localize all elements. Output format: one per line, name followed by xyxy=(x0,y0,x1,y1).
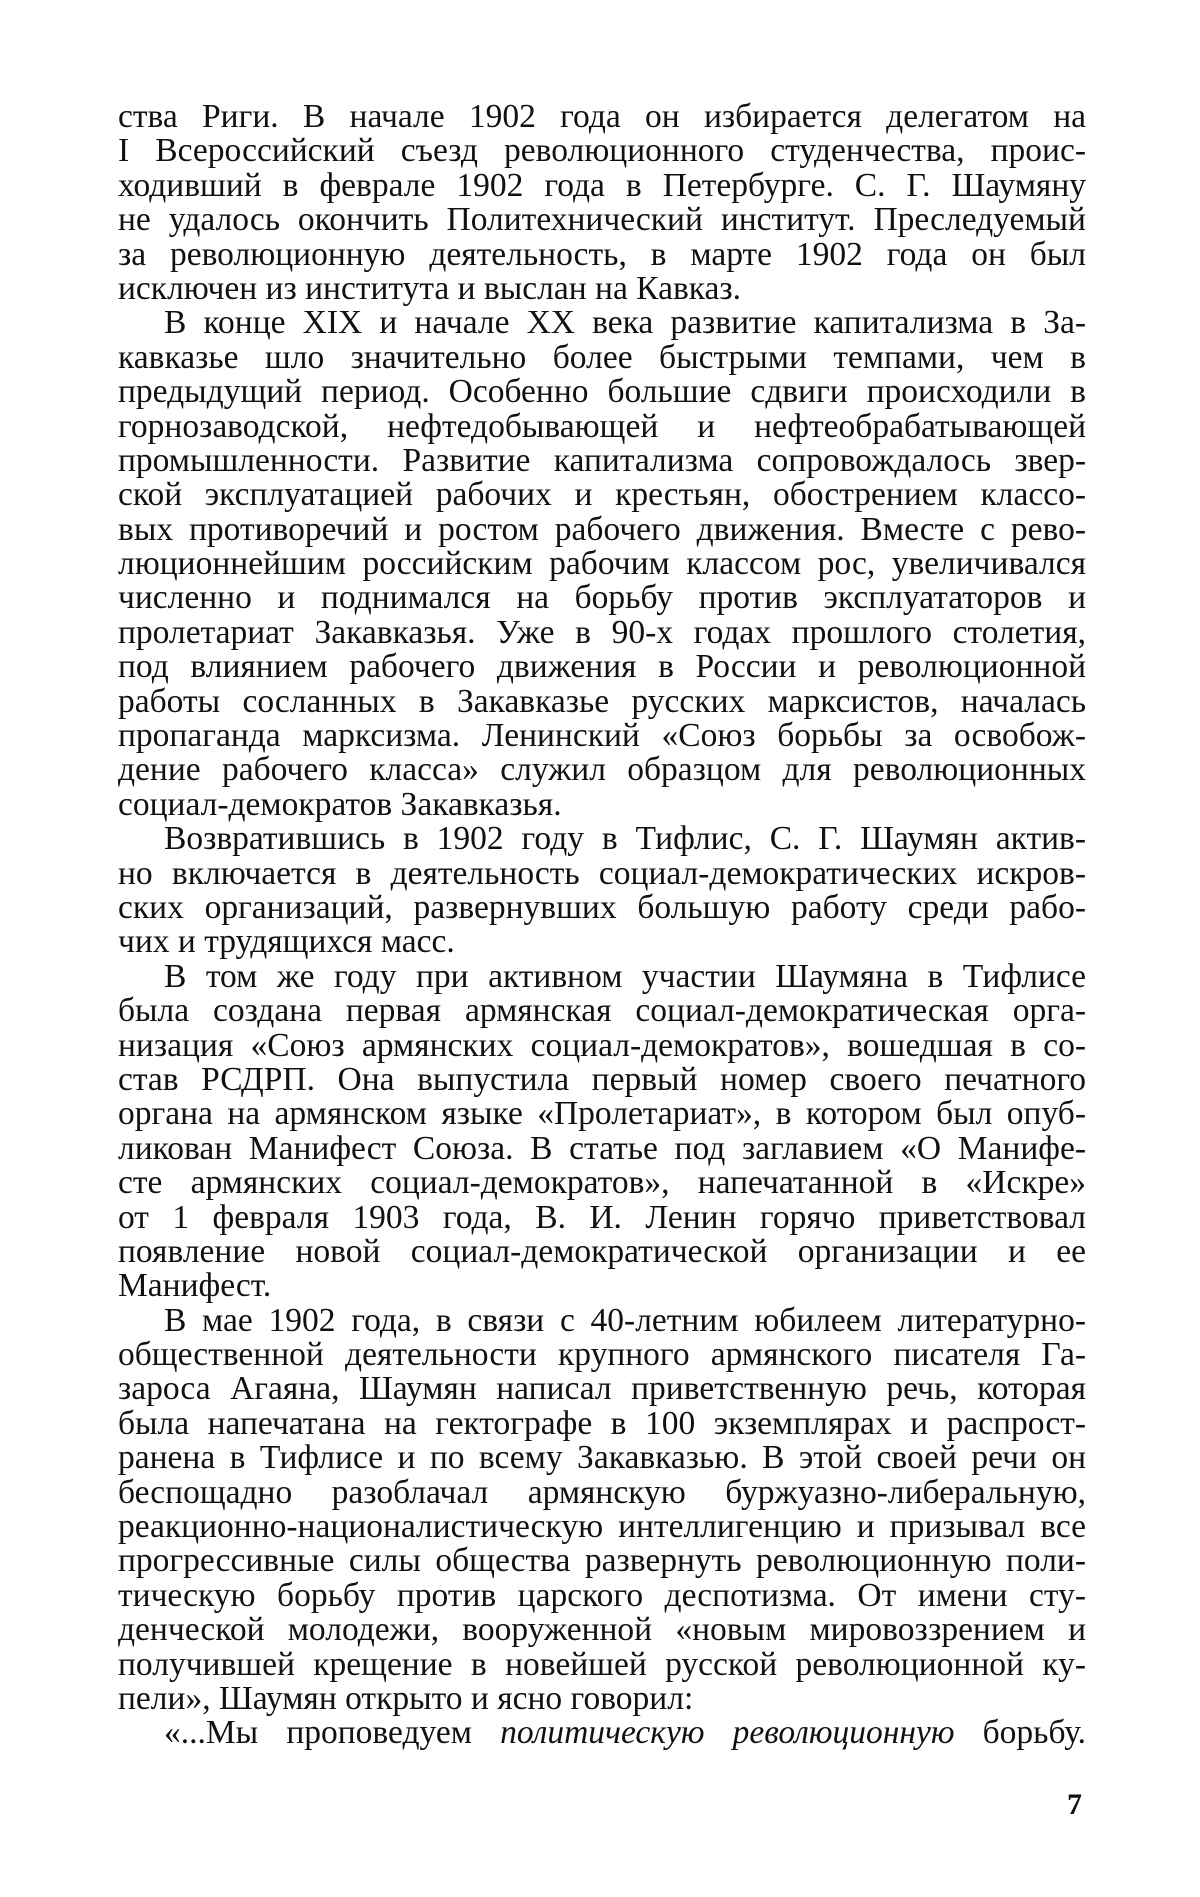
text-line: В мае 1902 года, в связи с 40-летним юбилеем литературно- xyxy=(164,1301,1086,1339)
text-line: ходивший в феврале 1902 года в Петербурге. С. Г. Шаумяну xyxy=(118,166,1086,204)
text-line: В том же году при активном участии Шаумяна в Тифлисе xyxy=(164,957,1086,995)
page-number: 7 xyxy=(1067,1788,1082,1821)
text-line: люционнейшим российским рабочим классом рос, увеличивался xyxy=(118,545,1086,583)
text-line: пели», Шаумян открыто и ясно говорил: xyxy=(118,1679,694,1717)
quote-text-end: борьбу. xyxy=(954,1714,1086,1752)
text-line: реакционно-националистическую интеллигенцию и призывал все xyxy=(118,1508,1086,1546)
paragraph xyxy=(118,100,1086,306)
text-line: низация «Союз армянских социал-демократов», вошедшая в со- xyxy=(118,1026,1086,1064)
paragraph xyxy=(118,957,1086,1305)
text-line: пролетариат Закавказья. Уже в 90-х годах прошлого столетия, xyxy=(118,613,1086,651)
paragraph xyxy=(118,306,1086,822)
text-line: горнозаводской, нефтедобывающей и нефтеобрабатывающей xyxy=(118,407,1086,445)
text-line: сте армянских социал-демократов», напечатанной в «Искре» xyxy=(118,1164,1086,1202)
text-line: исключен из института и выслан на Кавказ. xyxy=(118,269,742,307)
text-line: промышленности. Развитие капитализма сопровождалось звер- xyxy=(118,441,1086,479)
text-line: ства Риги. В начале 1902 года он избирается делегатом на xyxy=(118,98,1086,135)
text-line: органа на армянском языке «Пролетариат», в котором был опуб- xyxy=(118,1095,1086,1133)
text-line: за революционную деятельность, в марте 1902 года он был xyxy=(118,235,1086,273)
text-line: вых противоречий и ростом рабочего движения. Вместе с рево- xyxy=(118,510,1086,548)
paragraph xyxy=(118,1301,1086,1717)
text-line: зароса Агаяна, Шаумян написал приветственную речь, которая xyxy=(118,1370,1086,1408)
text-line: общественной деятельности крупного армянского писателя Га- xyxy=(118,1336,1086,1374)
text-line: тическую борьбу против царского деспотизма. От имени сту- xyxy=(118,1576,1086,1614)
text-line: социал-демократов Закавказья. xyxy=(118,785,562,823)
quote-italic-text: политическую революционную xyxy=(500,1714,955,1752)
text-line: была создана первая армянская социал-демократическая орга- xyxy=(118,992,1086,1030)
text-line: кавказье шло значительно более быстрыми темпами, чем в xyxy=(118,338,1086,376)
text-line: ской эксплуатацией рабочих и крестьян, обострением классо- xyxy=(118,476,1086,514)
text-line: численно и поднимался на борьбу против эксплуататоров и xyxy=(118,579,1086,617)
text-line: получившей крещение в новейшей русской революционной ку- xyxy=(118,1645,1086,1683)
text-line: прогрессивные силы общества развернуть революционную поли- xyxy=(118,1542,1086,1580)
text-line: пропаганда марксизма. Ленинский «Союз борьбы за освобож- xyxy=(118,717,1086,755)
text-line: Возвратившись в 1902 году в Тифлис, С. Г. Шаумян актив- xyxy=(164,820,1086,858)
text-line: став РСДРП. Она выпустила первый номер своего печатного xyxy=(118,1060,1086,1098)
text-line: дение рабочего класса» служил образцом для революционных xyxy=(118,751,1086,789)
text-line: Манифест. xyxy=(118,1267,272,1305)
text-line: ранена в Тифлисе и по всему Закавказью. В этой своей речи он xyxy=(118,1439,1086,1477)
text-line: I Всероссийский съезд революционного студенчества, проис- xyxy=(118,132,1086,170)
text-line: В конце XIX и начале XX века развитие капитализма в За- xyxy=(164,304,1086,342)
text-line: чих и трудящихся масс. xyxy=(118,923,455,961)
text-line: от 1 февраля 1903 года, В. И. Ленин горячо приветствовал xyxy=(118,1198,1086,1236)
paragraph xyxy=(118,822,1086,960)
text-line: появление новой социал-демократической организации и ее xyxy=(118,1232,1086,1270)
text-line: не удалось окончить Политехнический институт. Преследуемый xyxy=(118,201,1086,239)
text-line: ликован Манифест Союза. В статье под заглавием «О Манифе- xyxy=(118,1129,1086,1167)
text-line: была напечатана на гектографе в 100 экземплярах и распрост- xyxy=(118,1404,1086,1442)
quote-text-start: «...Мы проповедуем xyxy=(164,1714,501,1752)
text-line: ских организаций, развернувших большую работу среди рабо- xyxy=(118,888,1086,926)
quote-line xyxy=(118,1716,1086,1750)
document-page xyxy=(118,100,1086,1751)
text-line: предыдущий период. Особенно большие сдвиги происходили в xyxy=(118,373,1086,411)
text-line: работы сосланных в Закавказье русских марксистов, началась xyxy=(118,682,1086,720)
text-line: денческой молодежи, вооруженной «новым мировоззрением и xyxy=(118,1611,1086,1649)
quote-paragraph xyxy=(118,1716,1086,1750)
text-line: под влиянием рабочего движения в России и революционной xyxy=(118,648,1086,686)
text-line: но включается в деятельность социал-демократических искров- xyxy=(118,854,1086,892)
text-line: беспощадно разоблачал армянскую буржуазно-либеральную, xyxy=(118,1473,1086,1511)
